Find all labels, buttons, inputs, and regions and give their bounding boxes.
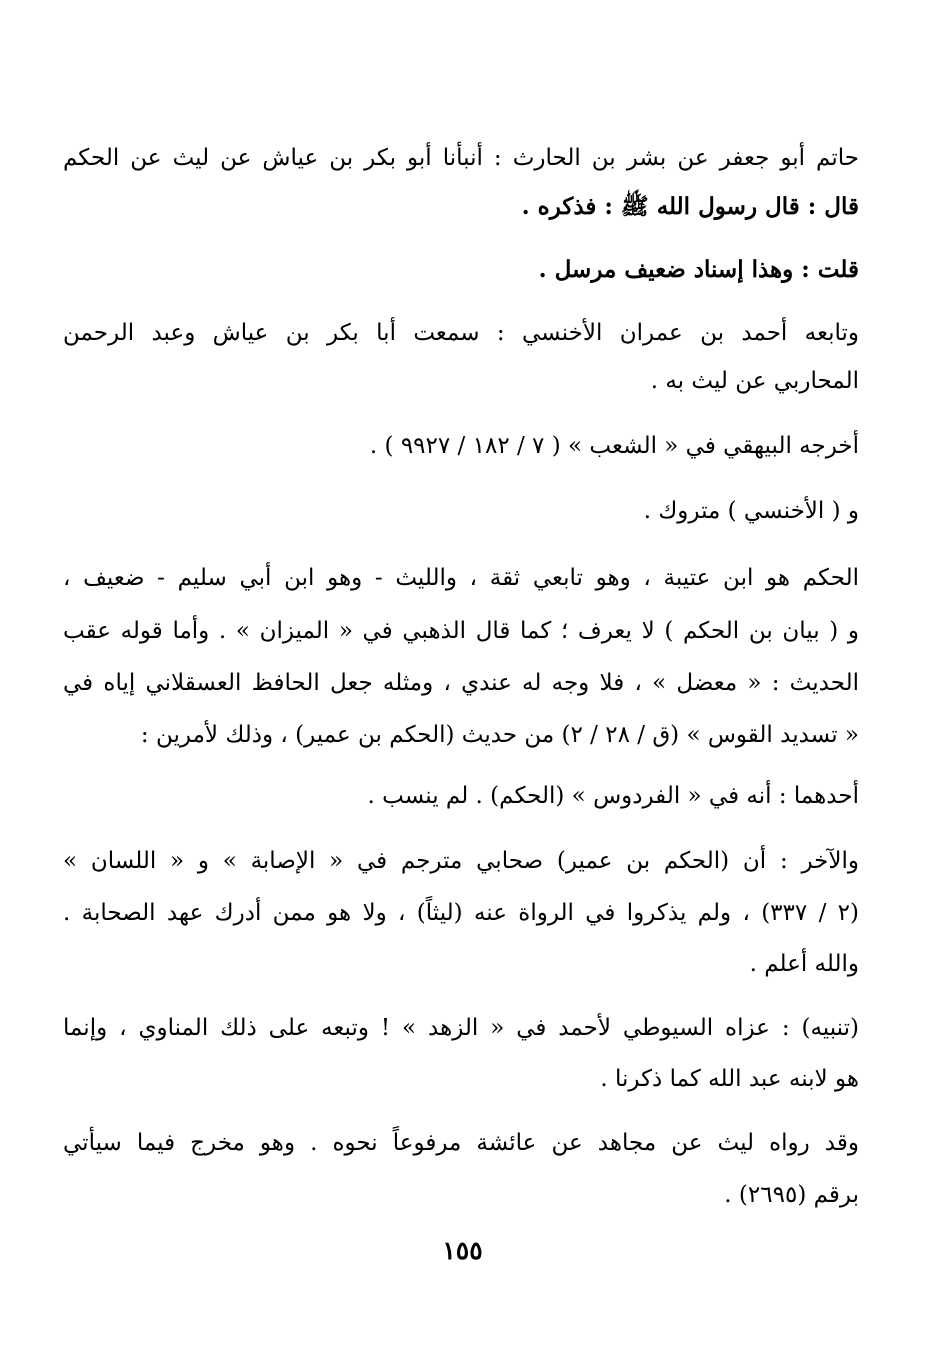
text-line: قال : قال رسول الله ﷺ : فذكره . [521, 193, 859, 220]
text-line: و ( بيان بن الحكم ) لا يعرف ؛ كما قال الذهبي في « الميزان » . وأما قوله عقب [63, 618, 859, 644]
text-line: حاتم أبو جعفر عن بشر بن الحارث : أنبأنا أبو بكر بن عياش عن ليث عن الحكم [63, 145, 859, 171]
text-line: قلت : وهذا إسناد ضعيف مرسل . [538, 256, 859, 283]
text-line: والآخر : أن (الحكم بن عمير) صحابي مترجم في « الإصابة » و « اللسان » [63, 848, 859, 874]
text-line: أخرجه البيهقي في « الشعب » ( ٧ / ١٨٢ / ٩٩٢٧ ) . [369, 433, 859, 459]
text-line: الحكم هو ابن عتيبة ، وهو تابعي ثقة ، والليث - وهو ابن أبي سليم - ضعيف ، [63, 565, 859, 591]
page-number: ١٥٥ [442, 1236, 483, 1265]
text-line: « تسديد القوس » (ق / ٢٨ / ٢) من حديث (الحكم بن عمير) ، وذلك لأمرين : [140, 722, 859, 748]
text-line: وقد رواه ليث عن مجاهد عن عائشة مرفوعاً نحوه . وهو مخرج فيما سيأتي [63, 1130, 859, 1156]
text-line: والله أعلم . [749, 951, 859, 977]
text-line: (تنبيه) : عزاه السيوطي لأحمد في « الزهد » ! وتبعه على ذلك المناوي ، وإنما [63, 1015, 859, 1041]
text-line: هو لابنه عبد الله كما ذكرنا . [600, 1066, 859, 1092]
text-line: أحدهما : أنه في « الفردوس » (الحكم) . لم ينسب . [367, 783, 859, 809]
text-line: (٢ / ٣٣٧) ، ولم يذكروا في الرواة عنه (ليثاً) ، ولا هو ممن أدرك عهد الصحابة . [63, 900, 859, 926]
text-line: و ( الأخنسي ) متروك . [643, 498, 859, 524]
text-line: برقم (٢٦٩٥) . [724, 1182, 859, 1208]
text-line: المحاربي عن ليث به . [650, 368, 859, 394]
text-line: وتابعه أحمد بن عمران الأخنسي : سمعت أبا بكر بن عياش وعبد الرحمن [63, 320, 859, 346]
text-line: الحديث : « معضل » ، فلا وجه له عندي ، ومثله جعل الحافظ العسقلاني إياه في [63, 670, 859, 696]
